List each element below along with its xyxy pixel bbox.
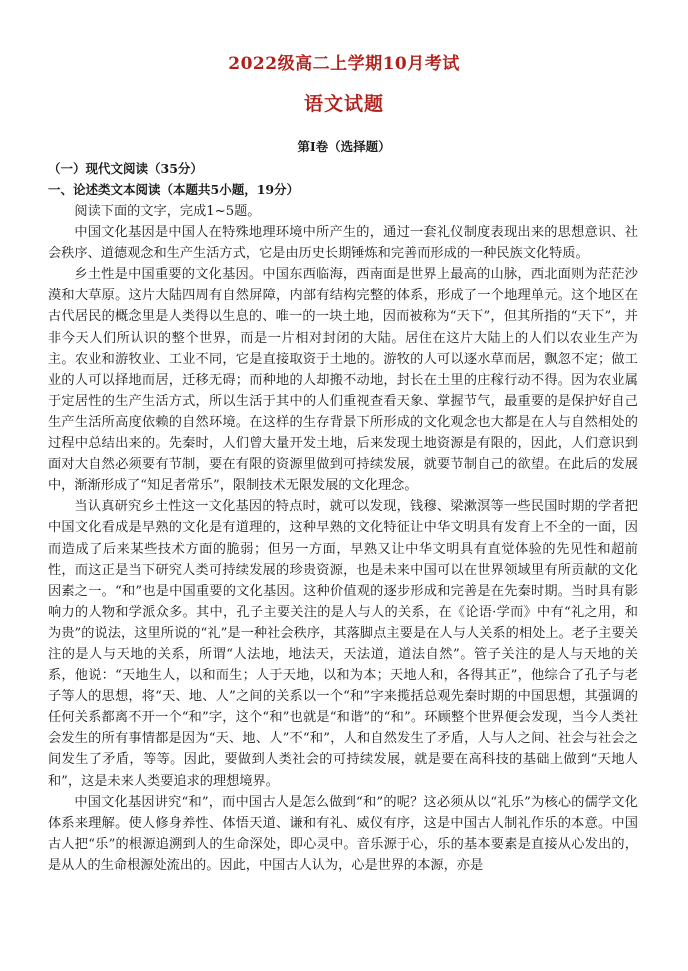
passage-paragraph-1: 中国文化基因是中国人在特殊地理环境中所产生的，通过一套礼仪制度表现出来的思想意识、社会秩序、道德观念和生产生活方式，它是由历史长期锤炼和完善而形成的一种民族文化特质。 <box>48 225 638 262</box>
instruction-paragraph: 阅读下面的文字，完成1~5题。 <box>74 204 261 219</box>
exam-title: 2022级高二上学期10月考试 <box>228 54 460 74</box>
passage-paragraph-4: 中国文化基因讲究“和”，而中国古人是怎么做到“和”的呢？这必须从以“礼乐”为核心的儒学文化体系来理解。使人修身养性、体悟天道、谦和有礼、威仪有序，这是中国古人制礼作乐的本意。中国古人把“乐”的根源追溯到人的生命深处，即心灵中。音乐源于心，乐的基本要素是直接从心发出的，是从人的生命根源处流出的。因此，中国古人认为，心是世界的本源，亦是 <box>48 794 638 873</box>
passage-paragraph-2: 乡土性是中国重要的文化基因。中国东西临海，西南面是世界上最高的山脉，西北面则为茫茫沙漠和大草原。这片大陆四周有自然屏障，内部有结构完整的体系，形成了一个地理单元。这个地区在古代居民的概念里是人类得以生息的、唯一的一块土地，因而被称为“天下”，但其所指的“天下”，并非今天人们所认识的整个世界，而是一片相对封闭的大陆。居住在这片大陆上的人们以农业生产为主。农业和游牧业、工业不同，它是直接取资于土地的。游牧的人可以逐水草而居，飘忽不定；做工业的人可以择地而居，迁移无碍；而种地的人却搬不动地，封长在土里的庄稼行动不得。因为农业属于定居性的生产生活方式，所以生活于其中的人们重视查看天象、掌握节气，最重要的是保护好自己生产生活所高度依赖的自然环境。在这样的生存背景下所形成的文化观念也大都是在人与自然相处的过程中总结出来的。先秦时，人们曾大量开发土地，后来发现土地资源是有限的，因此，人们意识到面对大自然必须要有节制，要在有限的资源里做到可持续发展，就要节制自己的欲望。在此后的发展中，渐渐形成了“知足者常乐”，限制技术无限发展的文化理念。 <box>48 267 638 494</box>
subsection-heading: 一、论述类文本阅读（本题共5小题，19分） <box>48 182 300 197</box>
reading-passage <box>48 201 638 876</box>
volume-title: 第Ⅰ卷（选择题） <box>297 139 391 154</box>
section-heading: （一）现代文阅读（35分） <box>48 161 203 176</box>
subject-title: 语文试题 <box>303 93 384 115</box>
passage-paragraph-3: 当认真研究乡土性这一文化基因的特点时，就可以发现，钱穆、梁漱溟等一些民国时期的学者把中国文化看成是早熟的文化是有道理的，这种早熟的文化特征让中华文明具有发育上不全的一面，因而造成了后来某些技术方面的脆弱；但另一方面，早熟又让中华文明具有直觉体验的先见性和超前性，而这正是当下研究人类可持续发展的珍贵资源，也是未来中国可以在世界领域里有所贡献的文化因素之一。“和”也是中国重要的文化基因。这种价值观的逐步形成和完善是在先秦时期。当时具有影响力的人物和学派众多。其中，孔子主要关注的是人与人的关系，在《论语·学而》中有“礼之用，和为贵”的说法，这里所说的“礼”是一种社会秩序，其落脚点主要是在人与人关系的相处上。老子主要关注的是人与天地的关系，所谓“人法地，地法天，天法道，道法自然”。管子关注的是人与天地的关系，他说：“天地生人，以和而生；人于天地，以和为本；天地人和，各得其正”，他综合了孔子与老子等人的思想，将“天、地、人”之间的关系以一个“和”字来揽括总观先秦时期的中国思想，其强调的任何关系都离不开一个“和”字，这个“和”也就是“和谐”的“和”。环顾整个世界便会发现，当今人类社会发生的所有事情都是因为“天、地、人”不“和”，人和自然发生了矛盾，人与人之间、社会与社会之间发生了矛盾，等等。因此，要做到人类社会的可持续发展，就是要在高科技的基础上做到“天地人和”，这是未来人类要追求的理想境界。 <box>48 499 638 789</box>
